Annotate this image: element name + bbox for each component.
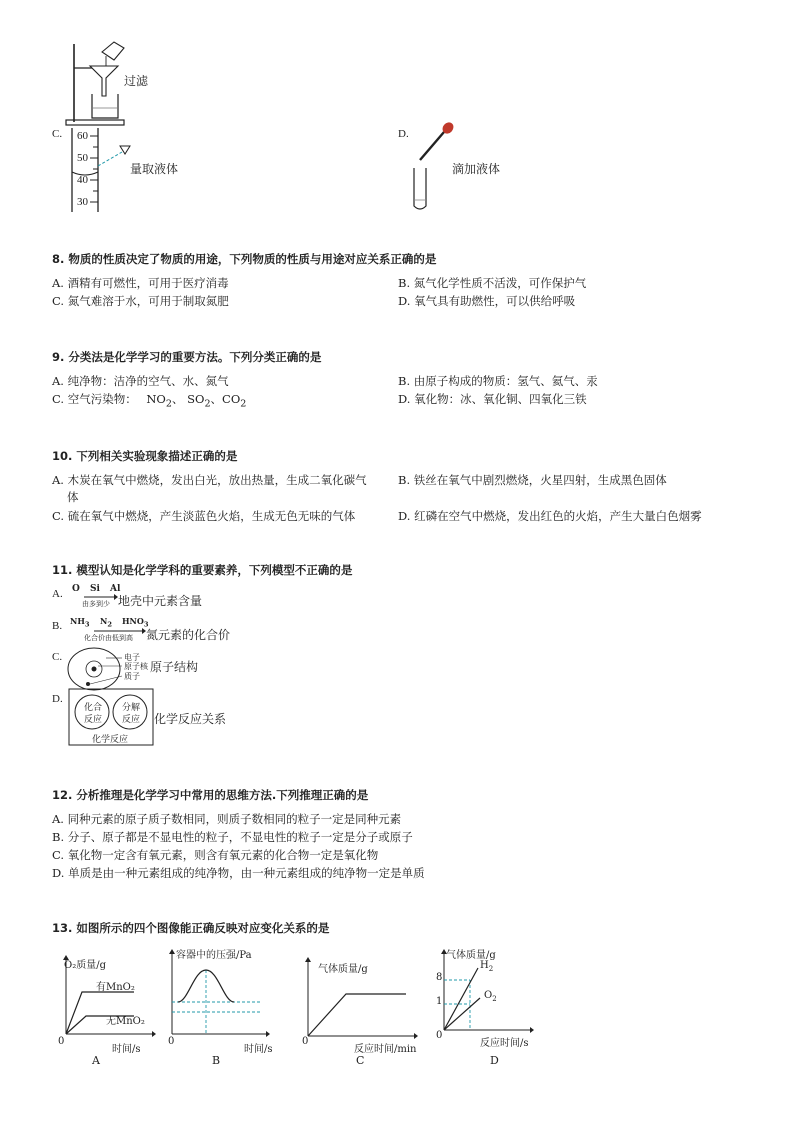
question-8-title: 8. 物质的性质决定了物质的用途，下列物质的性质与用途对应关系正确的是 — [52, 252, 437, 266]
q8-option-c[interactable]: C. 氮气难溶于水，可用于制取氮肥 — [52, 294, 229, 308]
q10-option-a[interactable]: A. 木炭在氧气中燃烧，发出白光，放出热量，生成二氧化碳气 — [52, 473, 367, 487]
cylinder-tick-50: 50 — [77, 152, 88, 164]
drop-liquid-caption: 滴加液体 — [452, 162, 501, 176]
graph-b-letter: B — [212, 1054, 221, 1067]
graph-a-letter: A — [92, 1054, 100, 1067]
graph-b-xlabel: 时间/s — [244, 1044, 273, 1055]
q11-option-d-letter[interactable]: D. — [52, 693, 63, 705]
q9-option-b[interactable]: B. 由原子构成的物质：氢气、氦气、汞 — [398, 374, 598, 388]
q10-option-c[interactable]: C. 硫在氧气中燃烧，产生淡蓝色火焰，生成无色无味的气体 — [52, 509, 356, 523]
graph-d-origin: 0 — [436, 1030, 443, 1041]
graph-a-xlabel: 时间/s — [112, 1044, 141, 1055]
graph-c-xlabel: 反应时间/min — [354, 1044, 417, 1055]
q11-model-d: 化合 反应 分解 反应 化学反应 化学反应关系 — [68, 688, 248, 746]
option-c-letter: C. — [52, 128, 63, 140]
graph-d-tick-1: 1 — [436, 996, 443, 1007]
graph-a-lower-label: 无MnO₂ — [106, 1016, 145, 1027]
q11-option-b-letter[interactable]: B. — [52, 620, 63, 632]
graph-c-letter: C — [356, 1054, 365, 1067]
graph-d-ylabel: 气体质量/g — [446, 950, 496, 961]
q8-option-b[interactable]: B. 氮气化学性质不活泼，可作保护气 — [398, 276, 587, 290]
question-9-title: 9. 分类法是化学学习的重要方法。下列分类正确的是 — [52, 350, 322, 364]
cylinder-tick-30: 30 — [77, 196, 88, 208]
graph-d-h2-label: $H_2$ — [480, 960, 494, 973]
question-13-title: 13. 如图所示的四个图像能正确反映对应变化关系的是 — [52, 921, 330, 935]
dropper-testtube-figure — [408, 120, 458, 216]
graph-d-xlabel: 反应时间/s — [480, 1038, 529, 1049]
q11-model-c: 电子 原子核 质子 原子结构 — [66, 646, 216, 692]
q11-option-a-letter[interactable]: A. — [52, 588, 63, 600]
graph-c-ylabel: 气体质量/g — [318, 964, 368, 975]
q9-option-d[interactable]: D. 氧化物：冰、氧化铜、四氧化三铁 — [398, 392, 587, 406]
q11-model-b: $NH_3$ $N_2$ $HNO_3$ 化合价由低到高 氮元素的化合价 — [70, 616, 231, 642]
option-d-letter: D. — [398, 128, 409, 140]
graph-a-origin: 0 — [58, 1036, 65, 1047]
cylinder-tick-40: 40 — [77, 174, 88, 186]
q12-option-b[interactable]: B. 分子、原子都是不显电性的粒子，不显电性的粒子一定是分子或原子 — [52, 830, 413, 844]
cylinder-tick-60: 60 — [77, 130, 88, 142]
graph-d-o2-label: $O_2$ — [484, 990, 497, 1003]
q12-option-a[interactable]: A. 同种元素的原子质子数相同，则质子数相同的粒子一定是同种元素 — [52, 812, 402, 826]
q13-graph-b[interactable] — [162, 946, 272, 1050]
q9-option-a[interactable]: A. 纯净物：洁净的空气、水、氮气 — [52, 374, 229, 388]
question-11-title: 11. 模型认知是化学学科的重要素养，下列模型不正确的是 — [52, 563, 353, 577]
q10-option-b[interactable]: B. 铁丝在氧气中剧烈燃烧，火星四射，生成黑色固体 — [398, 473, 667, 487]
q11-option-c-letter[interactable]: C. — [52, 651, 63, 663]
q10-option-d[interactable]: D. 红磷在空气中燃烧，发出红色的火焰，产生大量白色烟雾 — [398, 509, 702, 523]
q9-option-c[interactable] — [52, 391, 246, 412]
q8-option-d[interactable]: D. 氧气具有助燃性，可以供给呼吸 — [398, 294, 576, 308]
question-10-title: 10. 下列相关实验现象描述正确的是 — [52, 449, 238, 463]
q11-model-a: O Si Al 由多到少 地壳中元素含量 — [72, 584, 203, 608]
graph-d-tick-8: 8 — [436, 972, 443, 983]
graph-a-upper-label: 有MnO₂ — [96, 982, 135, 993]
question-12-title: 12. 分析推理是化学学习中常用的思维方法.下列推理正确的是 — [52, 788, 369, 802]
graph-c-origin: 0 — [302, 1036, 309, 1047]
q12-option-d[interactable]: D. 单质是由一种元素组成的纯净物，由一种元素组成的纯净物一定是单质 — [52, 866, 425, 880]
q10-option-a-cont: 体 — [67, 490, 79, 504]
q9-option-c-label: C. 空气污染物： — [52, 392, 137, 406]
graph-b-ylabel: 容器中的压强/Pa — [176, 950, 252, 961]
graph-d-letter: D — [490, 1054, 499, 1067]
q9-option-c-formula: $NO_2$、 $SO_2$、$CO_2$ — [146, 392, 247, 410]
measure-liquid-caption: 量取液体 — [130, 162, 179, 176]
q12-option-c[interactable]: C. 氧化物一定含有氧元素，则含有氧元素的化合物一定是氧化物 — [52, 848, 379, 862]
filtration-caption: 过滤 — [124, 74, 149, 88]
q8-option-a[interactable]: A. 酒精有可燃性，可用于医疗消毒 — [52, 276, 229, 290]
graph-a-ylabel: O₂质量/g — [64, 960, 106, 971]
graph-b-origin: 0 — [168, 1036, 175, 1047]
